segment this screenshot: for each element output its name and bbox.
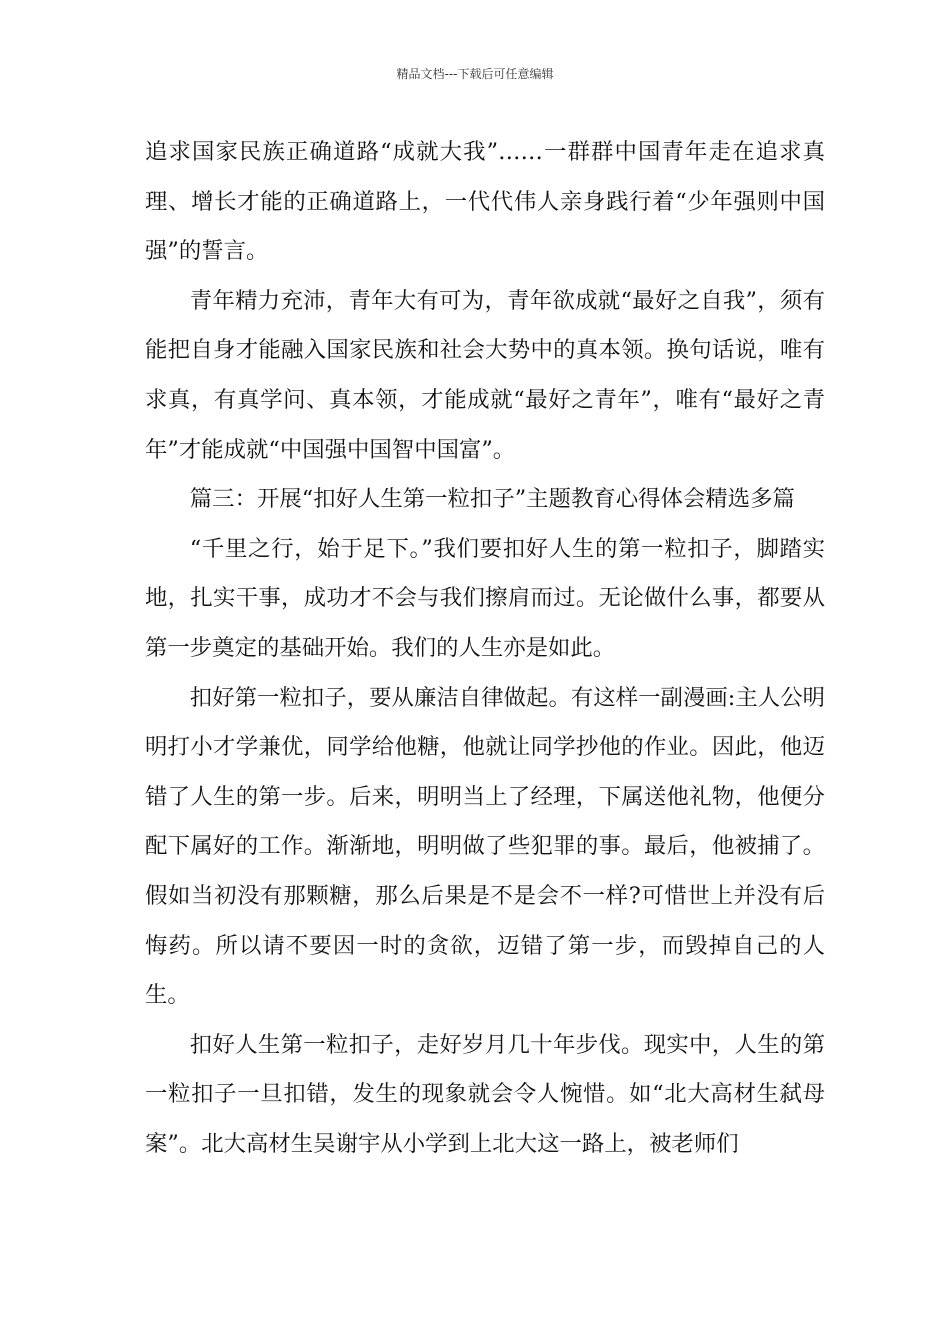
paragraph-first-step: “千里之行，始于足下。”我们要扣好人生的第一粒扣子，脚踏实地，扎实干事，成功才不会与我们擦肩而过。无论做什么事，都要从第一步奠定的基础开始。我们的人生亦是如此。 xyxy=(145,535,825,661)
page-header: 精品文档---下载后可任意编辑 xyxy=(396,67,554,81)
paragraph-life-buttons: 扣好人生第一粒扣子，走好岁月几十年步伐。现实中，人生的第一粒扣子一旦扣错，发生的现象就会令人惋惜。如“北大高材生弑母案”。北大高材生吴谢宇从小学到上北大这一路上，被老师们 xyxy=(145,1031,825,1157)
section-heading-part-three: 篇三：开展“扣好人生第一粒扣子”主题教育心得体会精选多篇 xyxy=(189,486,795,513)
paragraph-youth-potential: 青年精力充沛，青年大有可为，青年欲成就“最好之自我”，须有能把自身才能融入国家民族和社会大势中的真本领。换句话说，唯有求真，有真学问、真本领，才能成就“最好之青年”，唯有“最好之青年”才能成就“中国强中国智中国富”。 xyxy=(145,287,825,463)
paragraph-integrity: 扣好第一粒扣子，要从廉洁自律做起。有这样一副漫画:主人公明明打小才学兼优，同学给他糖，他就让同学抄他的作业。因此，他迈错了人生的第一步。后来，明明当上了经理，下属送他礼物，他便分配下属好的工作。渐渐地，明明做了些犯罪的事。最后，他被捕了。假如当初没有那颗糖，那么后果是不是会不一样?可惜世上并没有后悔药。所以请不要因一时的贪欲，迈错了第一步，而毁掉自己的人生。 xyxy=(145,684,825,1009)
paragraph-continuation: 追求国家民族正确道路“成就大我”……一群群中国青年走在追求真理、增长才能的正确道路上，一代代伟人亲身践行着“少年强则中国强”的誓言。 xyxy=(145,139,825,265)
document-body xyxy=(145,128,825,1169)
